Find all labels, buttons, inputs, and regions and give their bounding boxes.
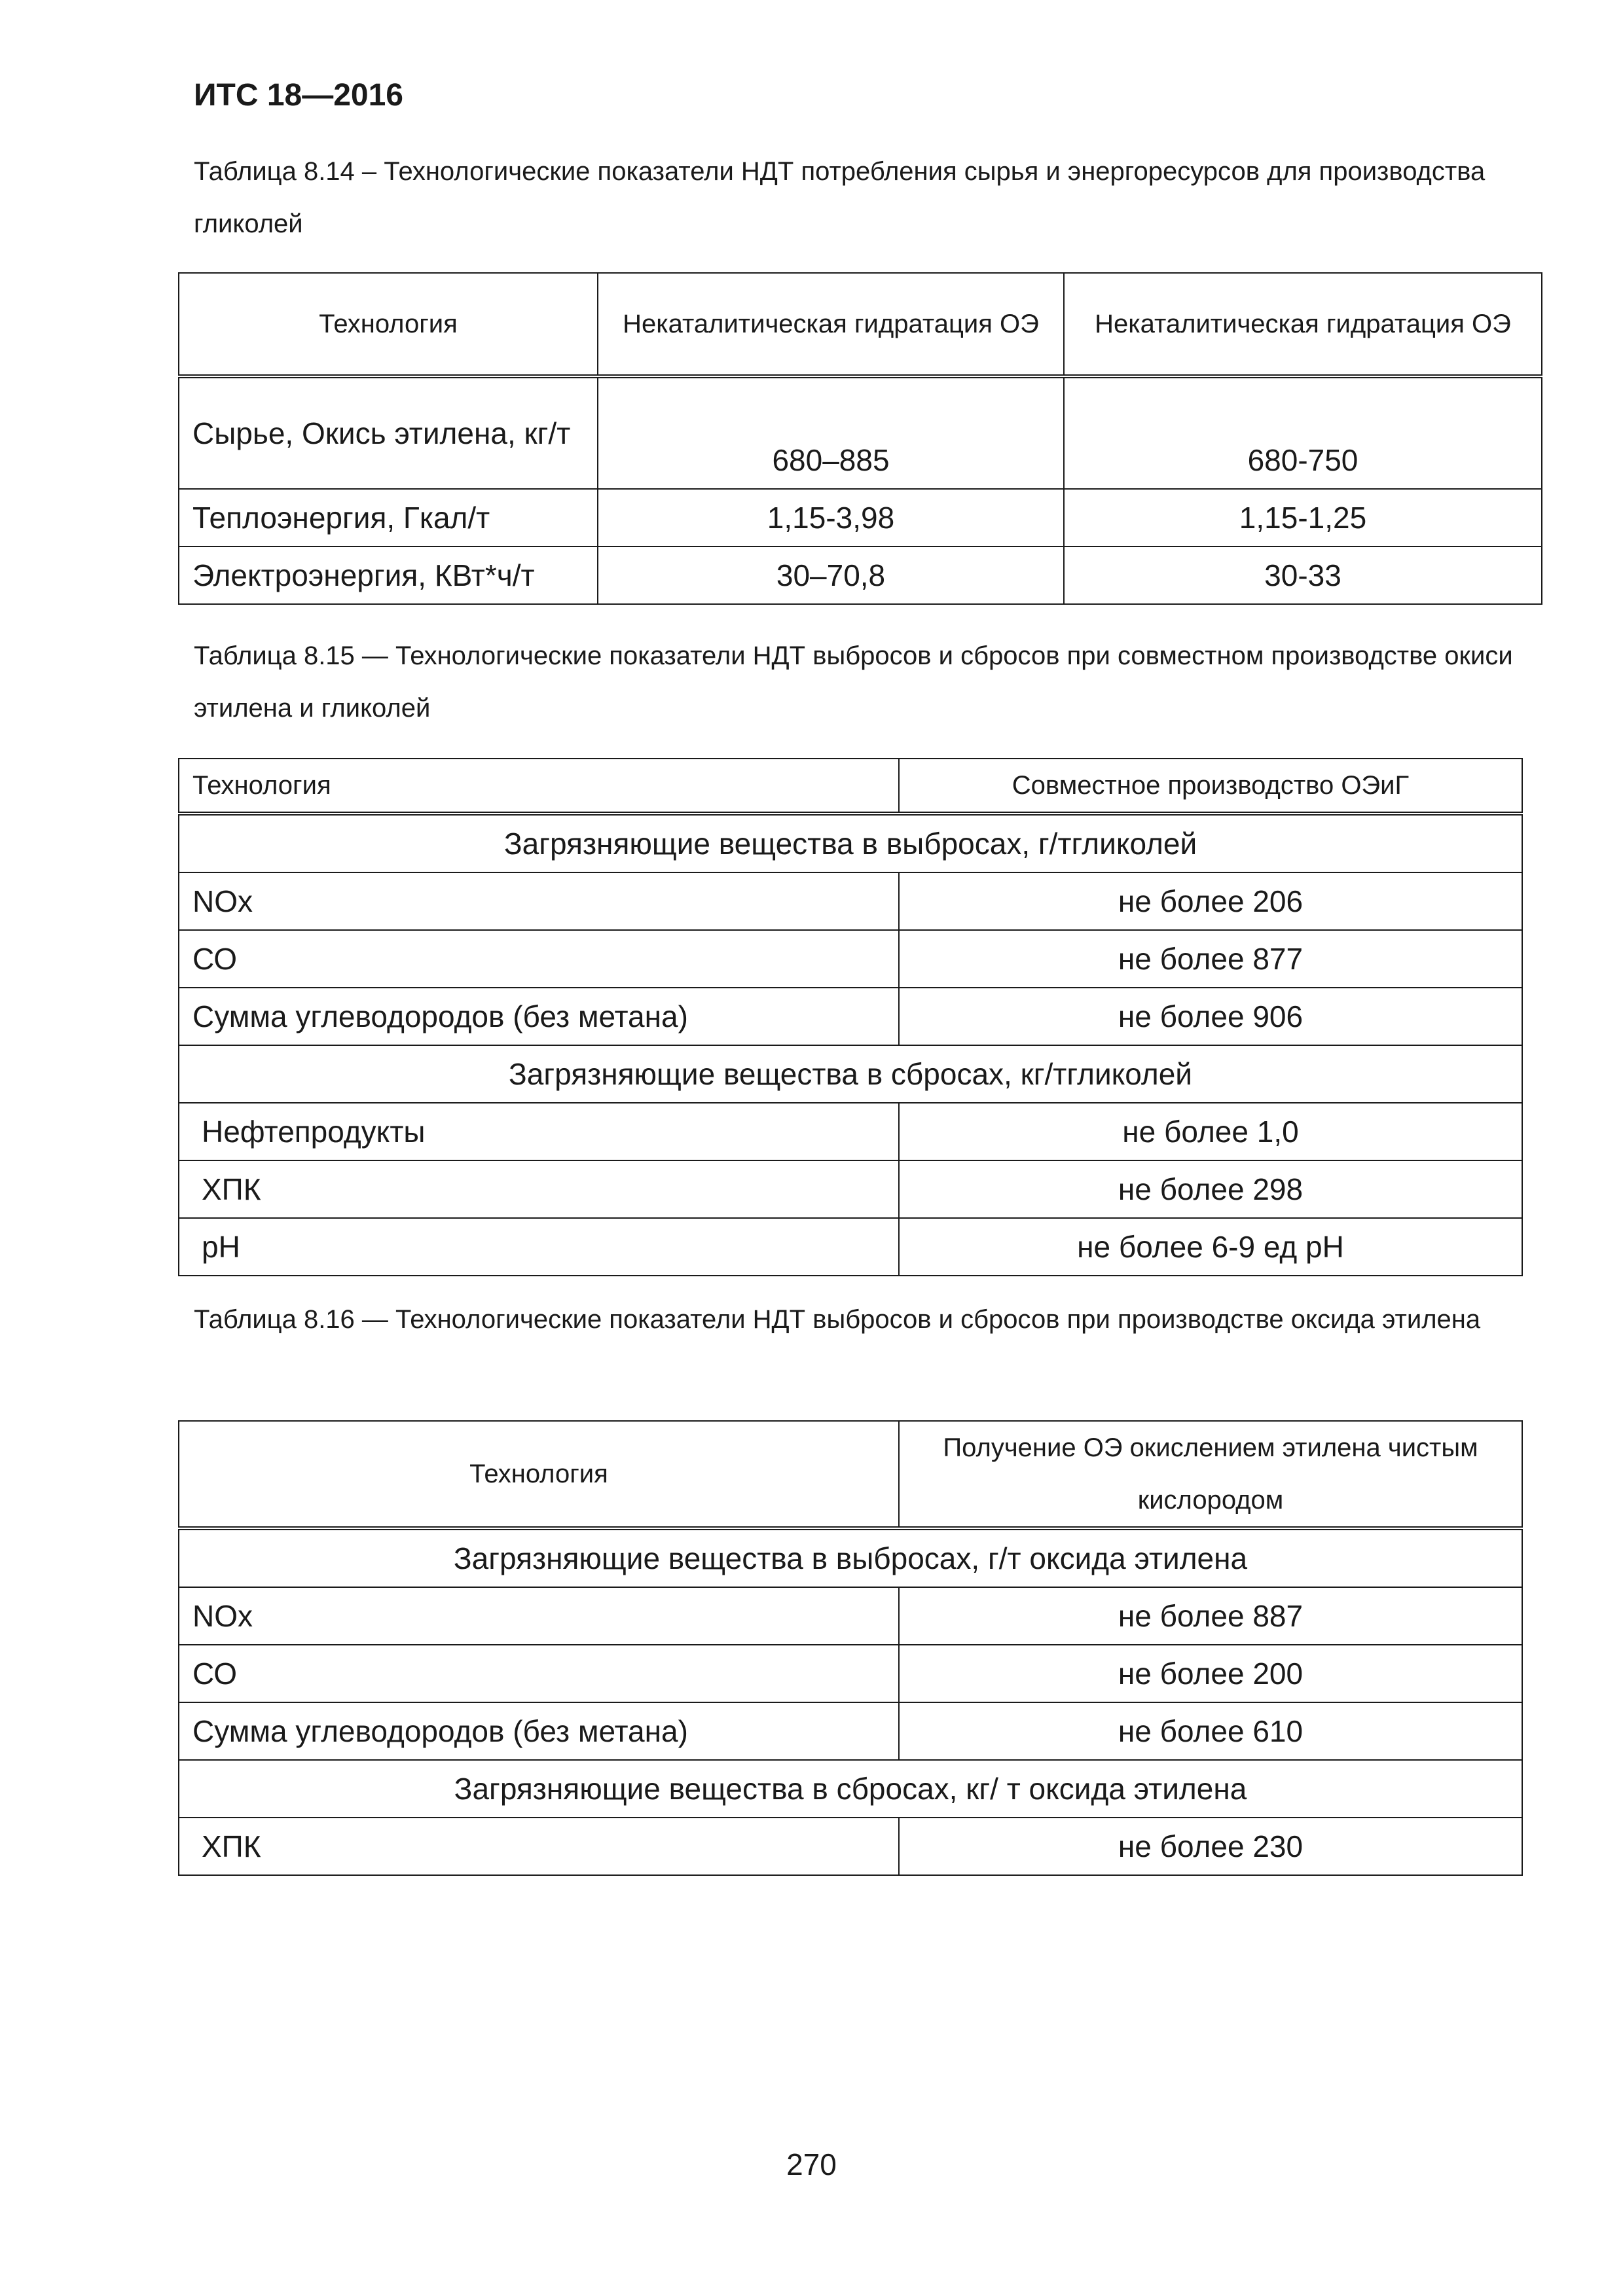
table-row	[179, 1818, 1522, 1875]
row-label: NOх	[179, 872, 899, 930]
header-cell: Технология	[179, 759, 899, 814]
header-cell: Некаталитическая гидратация ОЭ	[598, 273, 1064, 376]
table-8-16-caption: Таблица 8.16 — Технологические показатели НДТ выбросов и сбросов при производстве оксида этилена	[194, 1305, 1481, 1334]
value-cell: не более 298	[899, 1160, 1522, 1218]
row-label: ХПК	[179, 1818, 899, 1875]
header-cell: Получение ОЭ окислением этилена чистым кислородом	[899, 1421, 1522, 1528]
section-heading: Загрязняющие вещества в сбросах, кг/тгликолей	[179, 1045, 1522, 1103]
value-cell: 680-750	[1064, 376, 1542, 489]
row-label: СО	[179, 930, 899, 988]
table-8-14-caption: Таблица 8.14 – Технологические показатели НДТ потребления сырья и энергоресурсов для производства гликолей	[194, 157, 1486, 238]
table-header-row	[179, 759, 1522, 814]
value-cell: 1,15-1,25	[1064, 489, 1542, 547]
row-label: рН	[179, 1218, 899, 1276]
row-label: СО	[179, 1645, 899, 1702]
table-8-15-caption: Таблица 8.15 — Технологические показатели НДТ выбросов и сбросов при совместном производстве окиси этилена и гликолей	[194, 641, 1513, 723]
value-cell: не более 200	[899, 1645, 1522, 1702]
row-label: ХПК	[179, 1160, 899, 1218]
table-row	[179, 988, 1522, 1045]
value-cell: не более 610	[899, 1702, 1522, 1760]
table-8-14	[178, 272, 1542, 605]
table-header-row	[179, 273, 1542, 376]
table-row	[179, 1587, 1522, 1645]
section-row	[179, 1760, 1522, 1818]
row-label: Сумма углеводородов (без метана)	[179, 1702, 899, 1760]
header-cell: Технология	[179, 1421, 899, 1528]
value-cell: 1,15-3,98	[598, 489, 1064, 547]
row-label: NOх	[179, 1587, 899, 1645]
table-8-16	[178, 1420, 1523, 1876]
header-cell: Некаталитическая гидратация ОЭ	[1064, 273, 1542, 376]
section-row	[179, 1045, 1522, 1103]
table-row	[179, 547, 1542, 604]
table-row	[179, 1218, 1522, 1276]
table-row	[179, 1160, 1522, 1218]
header-cell: Совместное производство ОЭиГ	[899, 759, 1522, 814]
row-label: Сырье, Окись этилена, кг/т	[179, 376, 598, 489]
section-heading: Загрязняющие вещества в выбросах, г/т оксида этилена	[179, 1528, 1522, 1587]
row-label: Электроэнергия, КВт*ч/т	[179, 547, 598, 604]
value-cell: 30-33	[1064, 547, 1542, 604]
value-cell: не более 206	[899, 872, 1522, 930]
table-header-row	[179, 1421, 1522, 1528]
table-row	[179, 376, 1542, 489]
page-number: 270	[786, 2147, 837, 2181]
table-row	[179, 1702, 1522, 1760]
value-cell: не более 230	[899, 1818, 1522, 1875]
value-cell: не более 877	[899, 930, 1522, 988]
section-heading: Загрязняющие вещества в выбросах, г/тгликолей	[179, 814, 1522, 872]
row-label: Теплоэнергия, Гкал/т	[179, 489, 598, 547]
table-8-15	[178, 758, 1523, 1276]
header-cell: Технология	[179, 273, 598, 376]
row-label: Сумма углеводородов (без метана)	[179, 988, 899, 1045]
value-cell: не более 6-9 ед рН	[899, 1218, 1522, 1276]
value-cell: 680–885	[598, 376, 1064, 489]
value-cell: 30–70,8	[598, 547, 1064, 604]
table-row	[179, 1645, 1522, 1702]
table-row	[179, 930, 1522, 988]
table-row	[179, 489, 1542, 547]
value-cell: не более 1,0	[899, 1103, 1522, 1160]
section-row	[179, 814, 1522, 872]
section-heading: Загрязняющие вещества в сбросах, кг/ т оксида этилена	[179, 1760, 1522, 1818]
value-cell: не более 906	[899, 988, 1522, 1045]
table-row	[179, 872, 1522, 930]
row-label: Нефтепродукты	[179, 1103, 899, 1160]
section-row	[179, 1528, 1522, 1587]
document-header: ИТС 18—2016	[194, 78, 403, 113]
value-cell: не более 887	[899, 1587, 1522, 1645]
table-row	[179, 1103, 1522, 1160]
